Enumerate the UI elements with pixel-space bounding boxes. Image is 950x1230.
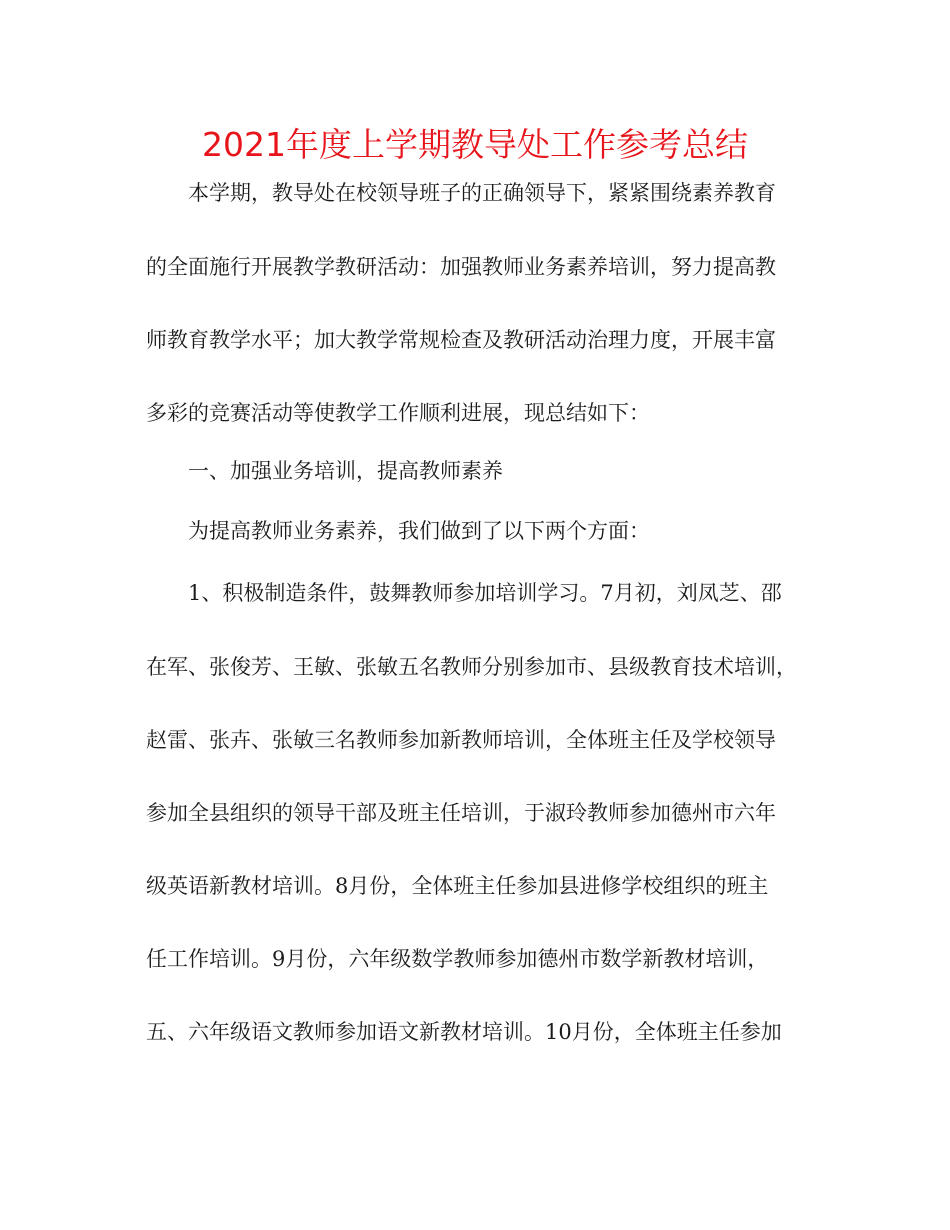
paragraph-line: 的全面施行开展教学教研活动：加强教师业务素养培训，努力提高教 [146, 255, 776, 279]
paragraph-line: 参加全县组织的领导干部及班主任培训，于淑玲教师参加德州市六年 [146, 801, 776, 825]
paragraph-line: 赵雷、张卉、张敏三名教师参加新教师培训，全体班主任及学校领导 [146, 728, 776, 752]
paragraph-line: 师教育教学水平；加大教学常规检查及教研活动治理力度，开展丰富 [146, 328, 776, 352]
paragraph-line: 多彩的竞赛活动等使教学工作顺利进展，现总结如下： [146, 401, 650, 425]
paragraph-line: 级英语新教材培训。8月份，全体班主任参加县进修学校组织的班主 [146, 874, 769, 898]
paragraph-line: 本学期，教导处在校领导班子的正确领导下，紧紧围绕素养教育 [188, 181, 776, 205]
paragraph-line: 五、六年级语文教师参加语文新教材培训。10月份，全体班主任参加 [146, 1020, 782, 1044]
paragraph-line: 在军、张俊芳、王敏、张敏五名教师分别参加市、县级教育技术培训， [146, 655, 797, 679]
paragraph-line: 任工作培训。9月份，六年级数学教师参加德州市数学新教材培训， [146, 947, 769, 971]
document-title: 2021年度上学期教导处工作参考总结 [202, 125, 748, 164]
paragraph-line: 1、积极制造条件，鼓舞教师参加培训学习。7月初，刘凤芝、邵 [188, 581, 782, 605]
paragraph-line: 为提高教师业务素养，我们做到了以下两个方面： [188, 519, 650, 543]
section-heading: 一、加强业务培训，提高教师素养 [188, 459, 503, 483]
